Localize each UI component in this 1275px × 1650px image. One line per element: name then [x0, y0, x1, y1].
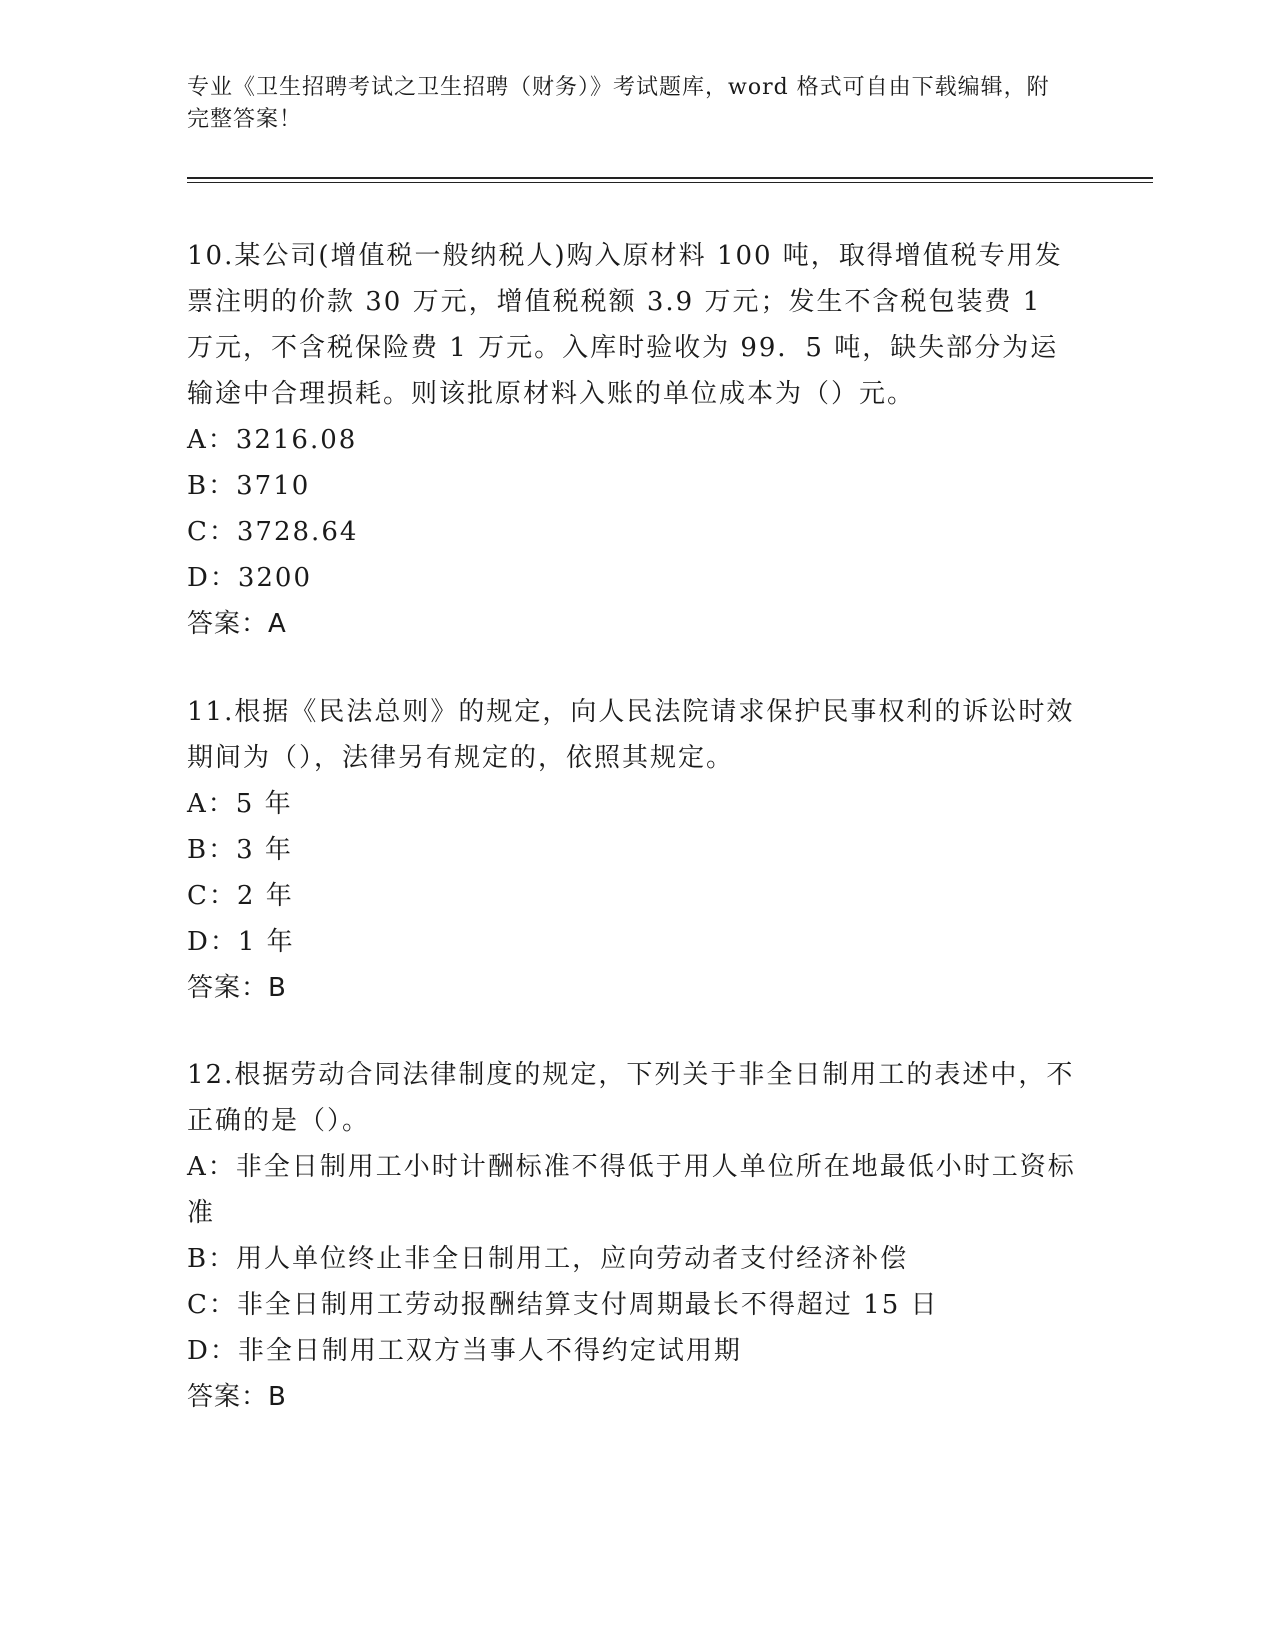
option-d: D：1 年	[187, 927, 295, 957]
question-stem: 10.某公司(增值税一般纳税人)购入原材料 100 吨，取得增值税专用发票注明的价款 30 万元，增值税税额 3.9 万元；发生不含税包装费 1 万元，不含税保险费 1 万元。入库时验收为 99．5 吨，缺失部分为运输途中合理损耗。则该批原材料入账的单位成本为（）元。	[187, 241, 1063, 409]
option-a: A：5 年	[187, 789, 293, 819]
document-header: 专业《卫生招聘考试之卫生招聘（财务）》考试题库，word 格式可自由下载编辑，附完整答案！	[187, 75, 1050, 132]
question-11	[187, 689, 1077, 1011]
option-d: D：3200	[187, 563, 313, 593]
answer: 答案：B	[187, 1382, 287, 1412]
option-b: B：3710	[187, 471, 311, 501]
question-12	[187, 1052, 1077, 1420]
question-stem: 12.根据劳动合同法律制度的规定，下列关于非全日制用工的表述中，不正确的是（）。	[187, 1060, 1075, 1136]
question-stem: 11.根据《民法总则》的规定，向人民法院请求保护民事权利的诉讼时效期间为（），法律另有规定的，依照其规定。	[187, 697, 1075, 773]
answer: 答案：A	[187, 609, 287, 639]
option-c: C：2 年	[187, 881, 294, 911]
question-10	[187, 233, 1077, 647]
option-c: C：非全日制用工劳动报酬结算支付周期最长不得超过 15 日	[187, 1290, 939, 1320]
header-divider	[187, 177, 1153, 183]
option-c: C：3728.64	[187, 517, 359, 547]
option-d: D：非全日制用工双方当事人不得约定试用期	[187, 1336, 742, 1366]
answer: 答案：B	[187, 973, 287, 1003]
option-b: B：用人单位终止非全日制用工，应向劳动者支付经济补偿	[187, 1244, 909, 1274]
option-a: A：3216.08	[187, 425, 358, 455]
option-b: B：3 年	[187, 835, 293, 865]
option-a: A：非全日制用工小时计酬标准不得低于用人单位所在地最低小时工资标准	[187, 1152, 1076, 1228]
